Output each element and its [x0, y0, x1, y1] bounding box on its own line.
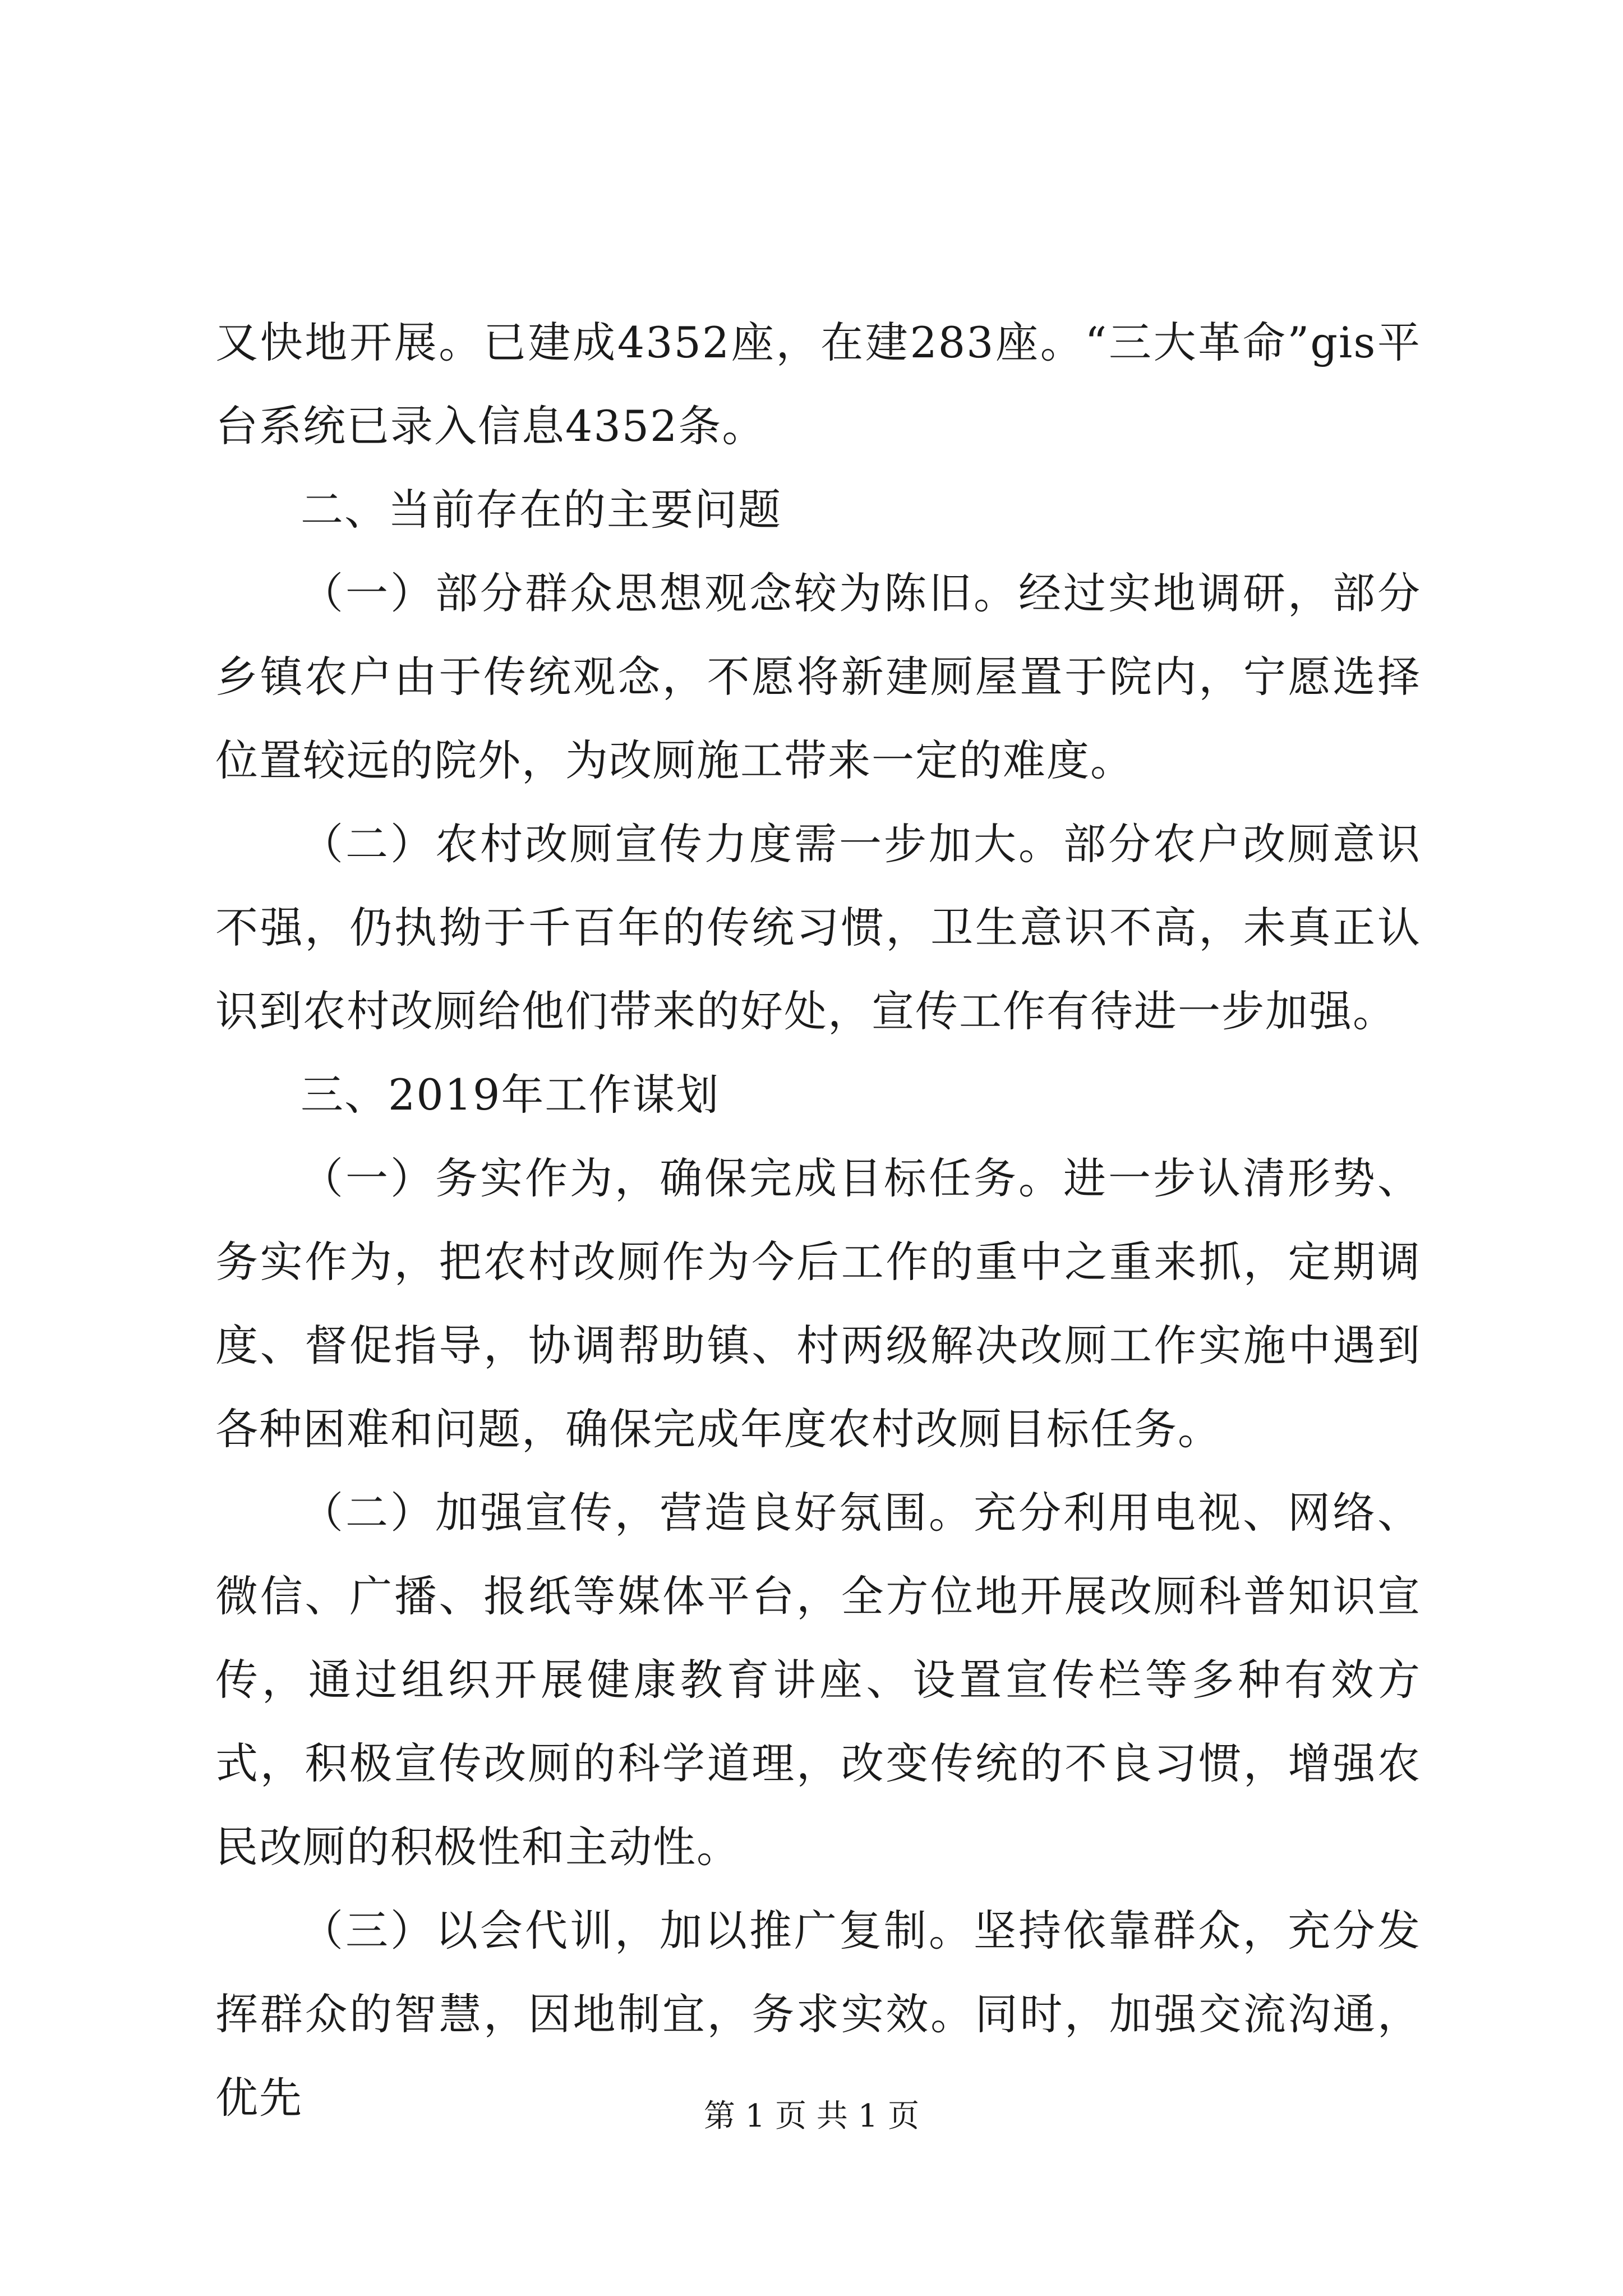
paragraph-problem-2: （二）农村改厕宣传力度需一步加大。部分农户改厕意识不强，仍执拗于千百年的传统习惯，卫生意识不高，未真正认识到农村改厕给他们带来的好处，宣传工作有待进一步加强。 [215, 819, 1421, 1036]
page-footer: 第 1 页 共 1 页 [703, 2098, 920, 2134]
paragraph-plan-1: （一）务实作为，确保完成目标任务。进一步认清形势、务实作为，把农村改厕作为今后工作的重中之重来抓，定期调度、督促指导，协调帮助镇、村两级解决改厕工作实施中遇到各种困难和问题，确保完成年度农村改厕目标任务。 [215, 1153, 1421, 1454]
paragraph-continuation: 又快地开展。已建成4352座，在建283座。“三大革命”gis平台系统已录入信息4352条。 [215, 318, 1421, 451]
paragraph-plan-2: （二）加强宣传，营造良好氛围。充分利用电视、网络、微信、广播、报纸等媒体平台，全方位地开展改厕科普知识宣传，通过组织开展健康教育讲座、设置宣传栏等多种有效方式，积极宣传改厕的科学道理，改变传统的不良习惯，增强农民改厕的积极性和主动性。 [215, 1488, 1421, 1872]
section-heading-problems: 二、当前存在的主要问题 [301, 485, 782, 535]
section-heading-plan: 三、2019年工作谋划 [301, 1070, 720, 1120]
paragraph-plan-3: （三）以会代训，加以推广复制。坚持依靠群众，充分发挥群众的智慧，因地制宜，务求实效。同时，加强交流沟通，优先 [215, 1906, 1421, 2123]
document-body [215, 301, 1421, 2139]
paragraph-problem-1: （一）部分群众思想观念较为陈旧。经过实地调研，部分乡镇农户由于传统观念，不愿将新建厕屋置于院内，宁愿选择位置较远的院外，为改厕施工带来一定的难度。 [215, 568, 1421, 785]
